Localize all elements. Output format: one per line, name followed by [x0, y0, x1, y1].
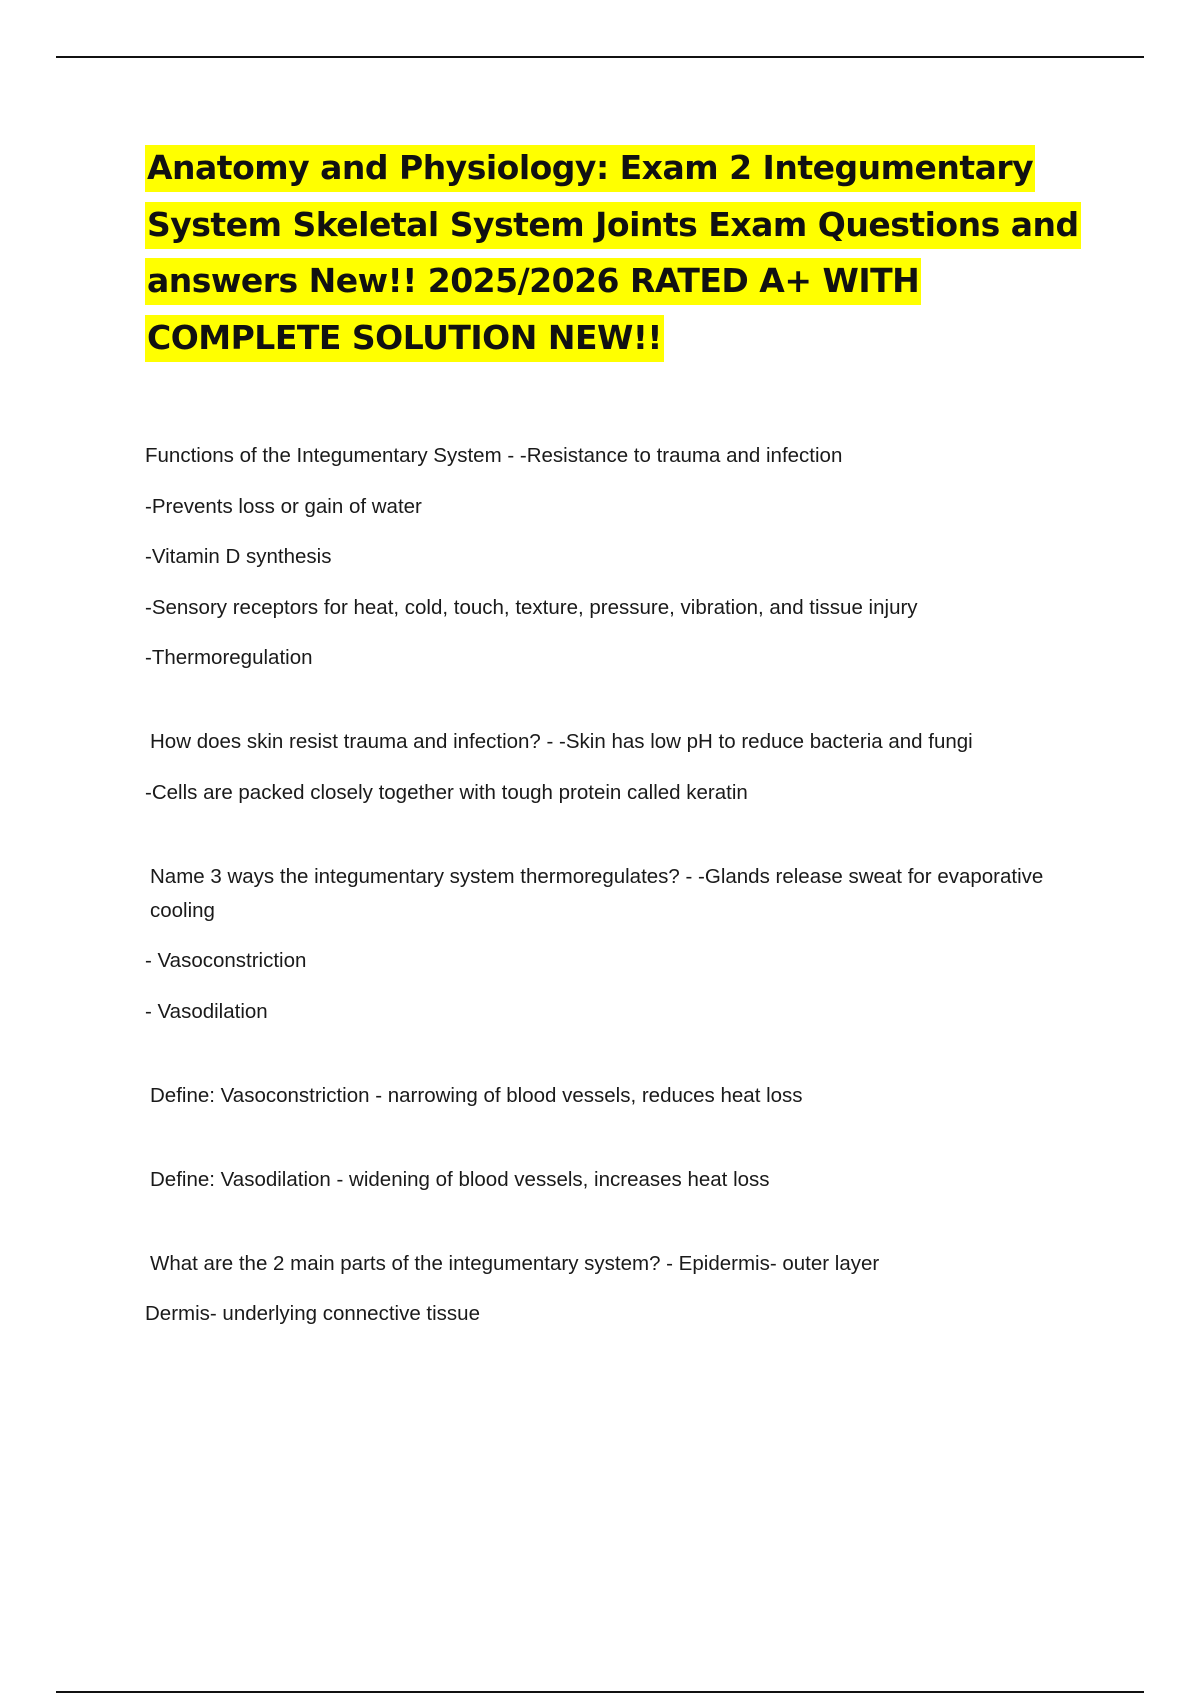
qa-item	[145, 1247, 1105, 1332]
qa-question: Define: Vasodilation - widening of blood vessels, increases heat loss	[150, 1167, 770, 1191]
qa-item	[145, 1163, 1105, 1197]
qa-item	[145, 860, 1105, 1029]
qa-answer-line: Dermis- underlying connective tissue	[145, 1302, 480, 1325]
qa-list	[145, 439, 1105, 1331]
qa-answer-line: -Thermoregulation	[145, 646, 313, 669]
qa-question: Functions of the Integumentary System - -Resistance to trauma and infection	[145, 444, 843, 467]
qa-answer-line: -Sensory receptors for heat, cold, touch, texture, pressure, vibration, and tissue injury	[145, 595, 918, 619]
qa-question: What are the 2 main parts of the integumentary system? - Epidermis- outer layer	[150, 1251, 880, 1275]
qa-answer-line: -Cells are packed closely together with tough protein called keratin	[145, 780, 748, 804]
top-divider	[56, 56, 1144, 58]
title-highlight: Anatomy and Physiology: Exam 2 Integumentary System Skeletal System Joints Exam Questions and answers New!! 2025/2026 RATED A+ WITH COMPLETE SOLUTION NEW!!	[145, 145, 1081, 362]
qa-question: Define: Vasoconstriction - narrowing of blood vessels, reduces heat loss	[150, 1083, 803, 1107]
qa-answer-line: - Vasoconstriction	[145, 949, 307, 972]
qa-question: Name 3 ways the integumentary system thermoregulates? - -Glands release sweat for evaporative cooling	[150, 864, 1044, 922]
qa-item	[145, 439, 1105, 675]
qa-answer-line: -Prevents loss or gain of water	[145, 494, 422, 518]
document-page	[145, 140, 1105, 1331]
bottom-divider	[56, 1691, 1144, 1693]
qa-answer-line: -Vitamin D synthesis	[145, 545, 332, 568]
document-title	[145, 140, 1105, 366]
qa-item	[145, 725, 1105, 810]
qa-item	[145, 1079, 1105, 1113]
qa-answer-line: - Vasodilation	[145, 999, 268, 1023]
qa-question: How does skin resist trauma and infection? - -Skin has low pH to reduce bacteria and fungi	[150, 730, 973, 753]
